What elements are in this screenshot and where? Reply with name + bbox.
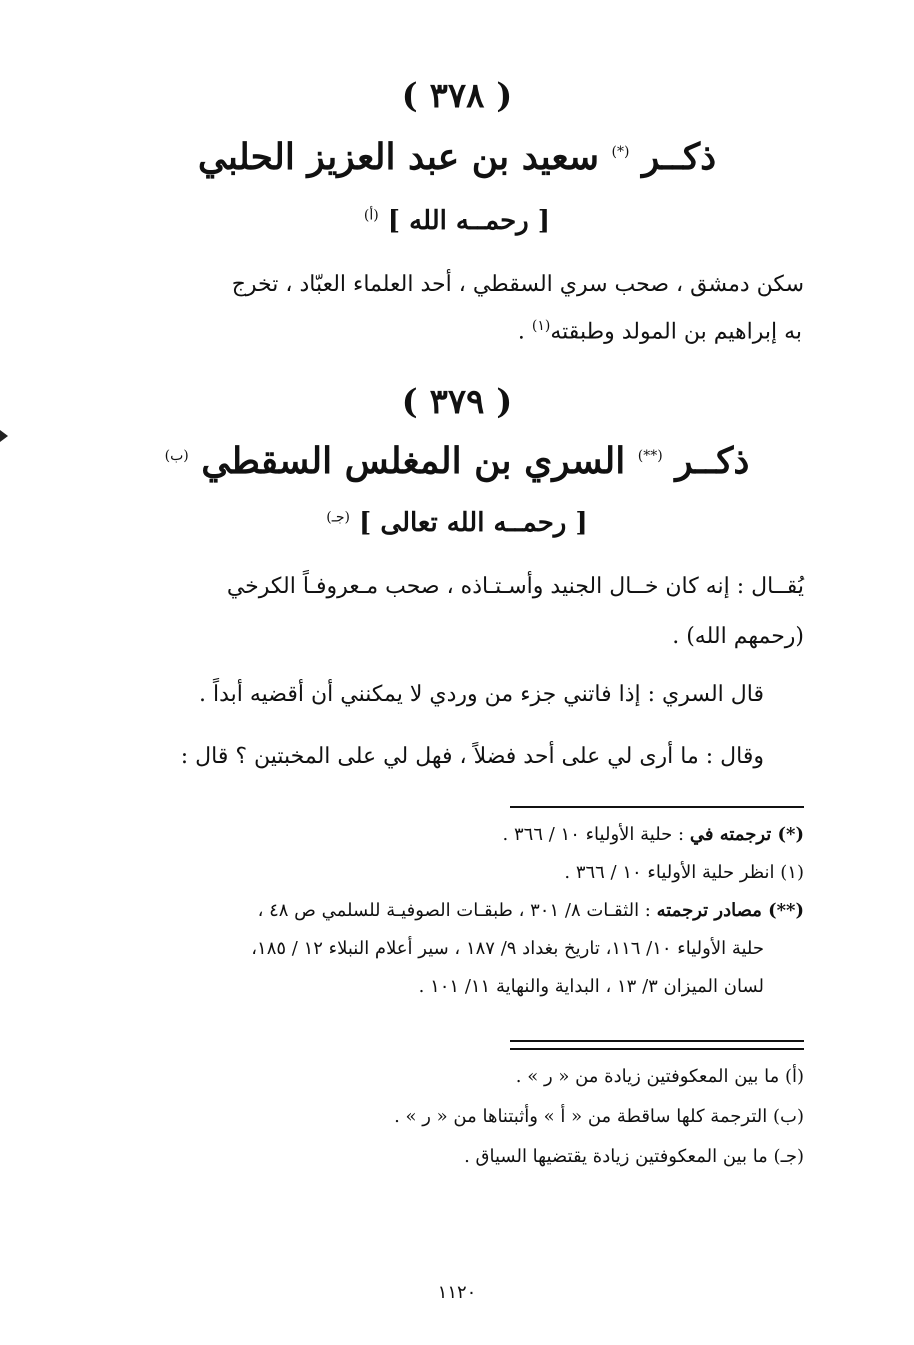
source-note: لسان الميزان ٣/ ١٣ ، البداية والنهاية ١١/ ١٠١ . (418, 976, 764, 997)
body-line: قال السري : إذا فاتني جزء من وردي لا يمكنني أن أقضيه أبداً . (199, 682, 764, 707)
entry-number-379: ( ٣٧٩ ) (401, 382, 513, 422)
body-line: سكن دمشق ، صحب سري السقطي ، أحد العلماء العبّاد ، تخرج (231, 272, 804, 297)
page-number: ١١٢٠ (437, 1282, 477, 1303)
editorial-note: (جـ) ما بين المعكوفتين زيادة يقتضيها السياق . (464, 1146, 804, 1167)
body-line: به إبراهيم بن المولد وطبقته$^{(١)}$ . (517, 318, 802, 345)
source-note: (١) انظر حلية الأولياء ١٠ / ٣٦٦ . (564, 862, 804, 883)
body-line: (رحمهم الله) . (672, 624, 804, 649)
entry-title-378 (0, 136, 914, 178)
title-name: سعيد بن عبد العزيز الحلبي (197, 136, 599, 178)
editorial-note: (ب) الترجمة كلها ساقطة من « أ » وأثبتناها من « ر » . (394, 1106, 804, 1127)
title-prefix: ذكــر (642, 136, 717, 178)
footnote-marker: (جـ) (326, 509, 350, 526)
entry-number-378: ( ٣٧٨ ) (401, 76, 513, 116)
title-name: السري بن المغلس السقطي (201, 440, 626, 482)
footnote-marker: (١) (531, 318, 551, 334)
source-note: حلية الأولياء ١٠/ ١١٦، تاريخ بغداد ٩/ ١٨٧ ، سير أعلام النبلاء ١٢ / ١٨٥، (251, 938, 764, 959)
body-line: وقال : ما أرى لي على أحد فضلاً ، فهل لي على المخبتين ؟ قال : (180, 744, 764, 769)
title-prefix: ذكــر (675, 440, 750, 482)
body-line: يُقــال : إنه كان خــال الجنيد وأسـتـاذه ، صحب مـعروفـاً الكرخي (226, 574, 804, 599)
footnote-marker: (**) (637, 448, 663, 464)
source-note: (*) ترجمته في : حلية الأولياء ١٠ / ٣٦٦ . (502, 824, 804, 845)
invocation-378: [ رحمــه الله ] $^{(أ)}$ (363, 206, 551, 236)
entry-title-379 (0, 440, 914, 482)
footnote-marker: (ب) (164, 448, 189, 464)
invocation-379: [ رحمــه الله تعالى ] $^{(جـ)}$ (326, 508, 588, 538)
source-note: (**) مصادر ترجمته : الثقـات ٨/ ٣٠١ ، طبقـات الصوفيـة للسلمي ص ٤٨ ، (257, 900, 804, 921)
footnote-marker: (*) (611, 144, 630, 160)
footnote-divider (510, 806, 804, 808)
footnote-marker: (أ) (363, 207, 379, 224)
editorial-divider-top (510, 1040, 804, 1042)
editorial-note: (أ) ما بين المعكوفتين زيادة من « ر » . (515, 1066, 804, 1087)
editorial-divider-bottom (510, 1048, 804, 1050)
